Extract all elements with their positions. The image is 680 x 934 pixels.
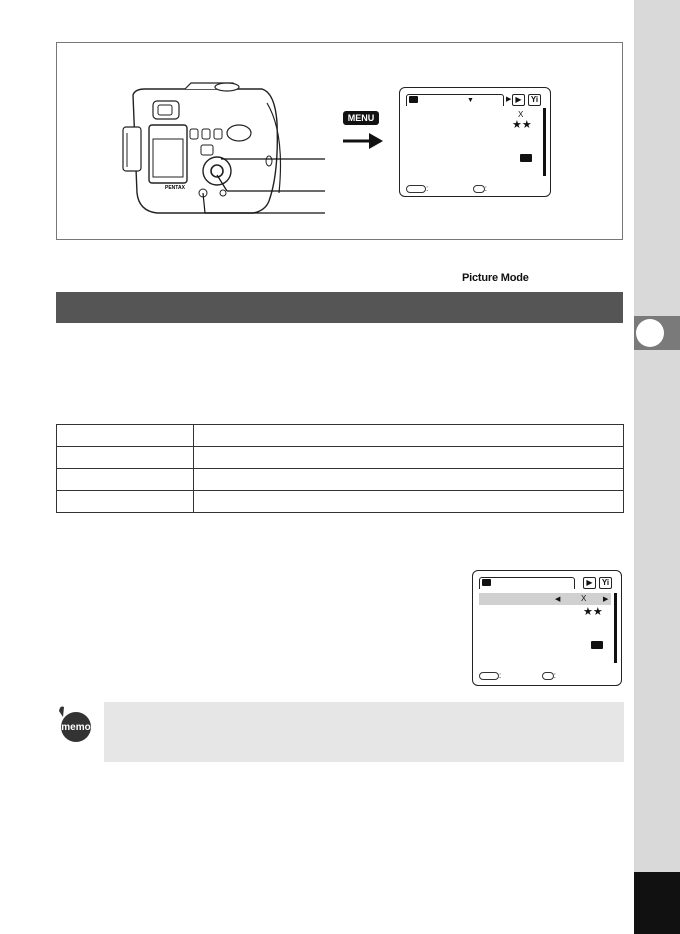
memo-icon <box>54 703 94 743</box>
side-chapter-tab <box>634 0 680 934</box>
lcd-footer: : : <box>406 184 544 194</box>
value-x: X <box>581 594 587 603</box>
camera-icon <box>482 579 491 586</box>
chevron-right-icon: ▶ <box>506 96 512 103</box>
arrow-left-icon: ◀ <box>555 596 561 603</box>
play-tab-icon: ▶ <box>583 577 596 589</box>
menu-key: MENU <box>343 111 379 125</box>
section-header-bar <box>56 292 623 323</box>
settings-table <box>56 424 624 513</box>
picture-mode-caption: Picture Mode <box>462 272 529 284</box>
camera-illustration <box>57 43 337 233</box>
table-row <box>57 425 624 447</box>
table-row <box>57 469 624 491</box>
lcd-footer: : : <box>479 671 615 681</box>
table-row <box>57 491 624 513</box>
lcd-menu-screen <box>399 87 551 197</box>
scroll-bar <box>543 108 546 176</box>
quality-stars: ★★ <box>512 119 532 131</box>
setup-tab-icon: Yi <box>599 577 612 589</box>
page-number-block <box>634 872 680 934</box>
quality-stars: ★★ <box>583 606 603 618</box>
svg-text:memo: memo <box>61 722 91 733</box>
scroll-bar <box>614 593 617 663</box>
arrow-icon <box>341 131 385 151</box>
svg-text:PENTAX: PENTAX <box>165 185 185 191</box>
value-x: X <box>518 110 524 119</box>
setup-tab-icon: Yi <box>528 94 541 106</box>
play-tab-icon: ▶ <box>512 94 525 106</box>
camera-icon <box>409 96 418 103</box>
table-row <box>57 447 624 469</box>
figure-box <box>56 42 623 240</box>
tab-record <box>406 94 504 106</box>
chapter-marker <box>634 316 680 350</box>
tab-record <box>479 577 575 589</box>
chevron-down-icon: ▼ <box>467 97 474 104</box>
highlight-row <box>479 593 611 605</box>
memo-box <box>104 702 624 762</box>
white-balance-icon <box>520 154 532 162</box>
arrow-right-icon: ▶ <box>603 596 609 603</box>
white-balance-icon <box>591 641 603 649</box>
lcd-selected-screen <box>472 570 622 686</box>
